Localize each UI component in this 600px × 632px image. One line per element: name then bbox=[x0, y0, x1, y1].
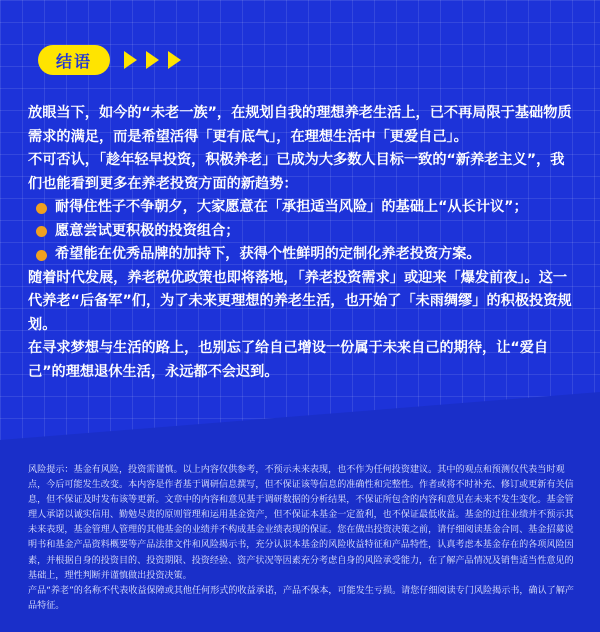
risk-disclaimer-text: 风险提示：基金有风险，投资需谨慎。以上内容仅供参考，不预示未来表现，也不作为任何投资建议。其中的观点和预测仅代表当时观点，今后可能发生改变。本内容是作者基于调研信息撰写，但不保证该等信息的准确性和完整性。作者或将不时补充、修订或更新有关信息，但不保证及时发布该等更新。文章中的内容和意见基于调研数据的分析结果，不保证所包含的内容和意见在未来不发生变化。基金管理人承诺以诚实信用、勤勉尽责的原则管理和运用基金资产，但不保证本基金一定盈利，也不保证最低收益。基金的过往业绩并不预示其未来表现，基金管理人管理的其他基金的业绩并不构成基金业绩表现的保证。您在做出投资决策之前，请仔细阅读基金合同、基金招募说明书和基金产品资料概要等产品法律文件和风险揭示书，充分认识本基金的风险收益特征和产品特性，认真考虑本基金存在的各项风险因素，并根据自身的投资目的、投资期限、投资经验、资产状况等因素充分考虑自身的风险承受能力，在了解产品情况及销售适当性意见的基础上，理性判断并谨慎做出投资决策。 bbox=[28, 465, 574, 581]
policy-paragraph: 随着时代发展，养老税优政策也即将落地，「养老投资需求」或迎来「爆发前夜」。这一代养老“后备军”们，为了未来更理想的养老生活，也开始了「未雨绸缪」的积极投资规划。 bbox=[28, 269, 572, 333]
bullet-text: 愿意尝试更积极的投资组合； bbox=[55, 222, 240, 239]
play-arrow-icon bbox=[168, 51, 181, 69]
arrow-decoration bbox=[124, 51, 190, 69]
bullet-text: 希望能在优秀品牌的加持下，获得个性鲜明的定制化养老投资方案。 bbox=[55, 246, 481, 262]
bullet-dot-icon bbox=[36, 250, 47, 261]
section-header bbox=[38, 44, 190, 76]
section-badge: 结语 bbox=[38, 45, 110, 75]
product-disclaimer-text: 产品“养老”的名称不代表收益保障或其他任何形式的收益承诺，产品不保本，可能发生亏损。请您仔细阅读专门风险揭示书，确认了解产品特征。 bbox=[28, 585, 574, 611]
intro-paragraph: 放眼当下，如今的“未老一族”，在规划自我的理想养老生活上，已不再局限于基础物质需求的满足，而是希望活得「更有底气」，在理想生活中「更爱自己」。 bbox=[28, 105, 572, 145]
risk-disclaimer bbox=[28, 463, 576, 614]
trend-bullet bbox=[28, 243, 576, 267]
play-arrow-icon bbox=[124, 51, 137, 69]
trend-paragraph: 不可否认，「趁年轻早投资，积极养老」已成为大多数人目标一致的“新养老主义”，我们也能看到更多在养老投资方面的新趋势： bbox=[28, 152, 565, 192]
trend-bullet bbox=[28, 196, 576, 220]
main-text bbox=[28, 102, 576, 384]
play-arrow-icon bbox=[146, 51, 159, 69]
trend-bullet bbox=[28, 220, 576, 244]
closing-paragraph: 在寻求梦想与生活的路上，也别忘了给自己增设一份属于未来自己的期待，让“爱自己”的理想退休生活，永远都不会迟到。 bbox=[28, 340, 549, 380]
bullet-dot-icon bbox=[36, 203, 47, 214]
bullet-dot-icon bbox=[36, 226, 47, 237]
bullet-text: 耐得住性子不争朝夕，大家愿意在「承担适当风险」的基础上“从长计议”； bbox=[55, 199, 528, 215]
